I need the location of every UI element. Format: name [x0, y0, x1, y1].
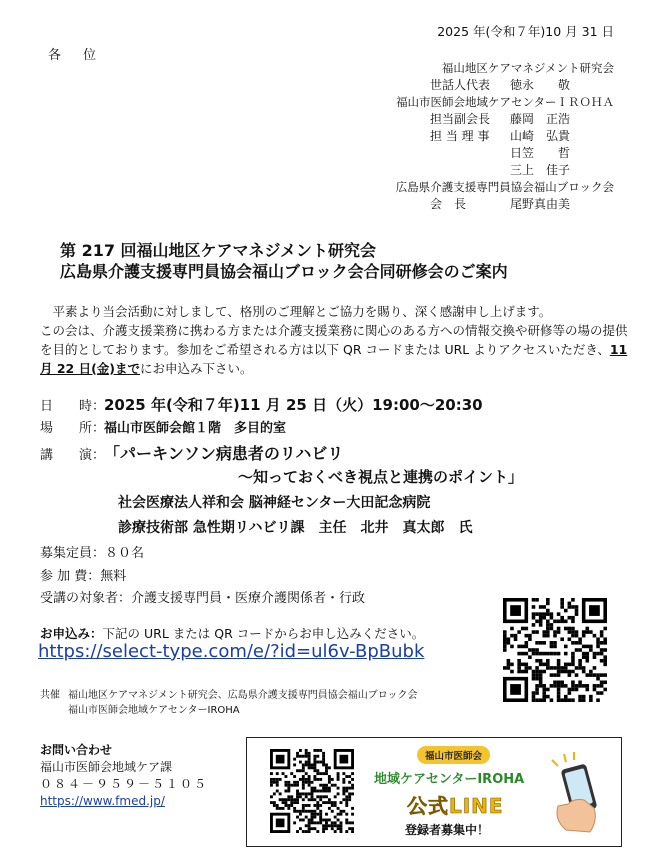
contact-dept: 福山市医師会地域ケア課: [40, 760, 173, 774]
speaker-name: 診療技術部 急性期リハビリ課 主任 北井 真太郎 氏: [118, 520, 473, 536]
co-host-center: 福山市医師会地域ケアセンターIROHA: [68, 705, 240, 716]
event-place-row: [40, 417, 286, 436]
addressee: 各位: [48, 48, 119, 63]
lecture-label: 講 演：: [40, 448, 106, 463]
sender-person: [374, 128, 614, 145]
event-date-row: [40, 394, 483, 415]
banner-center-name: 地域ケアセンターIROHA: [374, 772, 525, 787]
co-host-line1: [40, 688, 418, 703]
apply-label: お申込み：: [40, 626, 103, 641]
sender-organization: 福山地区ケアマネジメント研究会: [441, 61, 614, 75]
sender-person: [374, 196, 614, 213]
registration-qr-code[interactable]: [503, 598, 607, 702]
place-label: 場 所：: [40, 421, 106, 436]
page-title-line2: 広島県介護支援専門員協会福山ブロック会合同研修会のご案内: [60, 262, 508, 281]
speaker-institution: 社会医療法人祥和会 脳神経センター大田記念病院: [118, 495, 431, 511]
sender-organization: 広島県介護支援専門員協会福山ブロック会: [395, 180, 614, 194]
place-value: 福山市医師会館１階 多目的室: [104, 421, 287, 436]
sender-person: [374, 145, 614, 162]
deadline: 11 月 22 日(金)まで: [40, 342, 628, 376]
target-value: 介護支援専門員・医療介護関係者・行政: [131, 591, 366, 606]
lecture-subtitle: ～知っておくべき視点と連携のポイント」: [238, 468, 524, 486]
apply-text: 下記の URL または QR コードからお申し込みください。: [102, 626, 425, 641]
capacity-row: [40, 542, 144, 561]
sender-name: 徳永 敬: [510, 78, 571, 92]
issue-date: 2025 年(令和７年)10 月 31 日: [437, 24, 614, 39]
fee-value: 無料: [100, 569, 127, 584]
target-label: 受講の対象者：: [40, 591, 132, 606]
sender-block: [374, 60, 614, 213]
banner-tag: 福山市医師会: [417, 746, 490, 764]
intro-text: [40, 302, 630, 378]
line-qr-code[interactable]: [270, 749, 354, 833]
date-label: 日 時：: [40, 399, 106, 414]
intro-purpose-end: にお申込み下さい。: [140, 361, 253, 376]
apply-instructions: [40, 624, 424, 642]
sender-role: 担 当 理 事: [430, 129, 490, 143]
sender-person: [374, 162, 614, 179]
intro-purpose: [40, 321, 630, 378]
page-title-line1: 第 217 回福山地区ケアマネジメント研究会: [60, 241, 377, 260]
lecture-row: [40, 441, 343, 464]
capacity-value: ８０名: [105, 546, 145, 561]
sender-name: 藤岡 正浩: [510, 112, 571, 126]
contact-block: [40, 742, 208, 810]
sender-role: 会 長: [430, 197, 467, 211]
co-host-orgs: 福山地区ケアマネジメント研究会、広島県介護支援専門員協会福山ブロック会: [68, 690, 418, 701]
fee-label: 参 加 費：: [40, 569, 101, 584]
intro-purpose-text: この会は、介護支援業務に携わる方または介護支援業務に関心のある方への情報交換や研修等の場の提供を目的としております。参加をご希望される方は以下 QR コードまたは URL よりアクセスいただき、: [40, 323, 628, 357]
sender-role: 世話人代表: [430, 78, 491, 92]
target-row: [40, 587, 365, 606]
sender-role: 担当副会長: [430, 112, 491, 126]
banner-line-title: 公式LINE: [407, 794, 504, 818]
sender-organization: 福山市医師会地域ケアセンターＩＲＯＨＡ: [396, 95, 614, 109]
lecture-title: 「パーキンソン病患者のリハビリ: [104, 444, 344, 463]
contact-heading: お問い合わせ: [40, 743, 113, 757]
sender-person: [374, 111, 614, 128]
co-host-line2: [40, 703, 418, 718]
registration-link[interactable]: https://select-type.com/e/?id=ul6v-BpBubk: [38, 641, 425, 662]
intro-greeting: 平素より当会活動に対しまして、格別のご理解とご協力を賜り、深く感謝申し上げます。: [52, 304, 552, 319]
sender-name: 尾野真由美: [510, 197, 571, 211]
sender-role: [430, 162, 510, 179]
sender-person: [374, 77, 614, 94]
sender-name: 山崎 弘貴: [510, 129, 571, 143]
co-host-label: 共催: [40, 690, 60, 701]
co-hosts: [40, 688, 418, 718]
sender-name: 三上 佳子: [510, 163, 571, 177]
line-official-banner[interactable]: [246, 737, 622, 847]
smartphone-hand-icon: [544, 750, 608, 834]
capacity-label: 募集定員：: [40, 546, 106, 561]
banner-recruit-text: 登録者募集中！: [405, 823, 490, 837]
contact-phone[interactable]: ０８４－９５９－５１０５: [40, 777, 209, 791]
date-value: 2025 年(令和７年)11 月 25 日（火）19:00～20:30: [104, 396, 483, 414]
fee-row: [40, 565, 126, 584]
sender-role: [430, 145, 510, 162]
sender-name: 日笠 哲: [510, 146, 571, 160]
contact-website-link[interactable]: https://www.fmed.jp/: [40, 794, 165, 808]
